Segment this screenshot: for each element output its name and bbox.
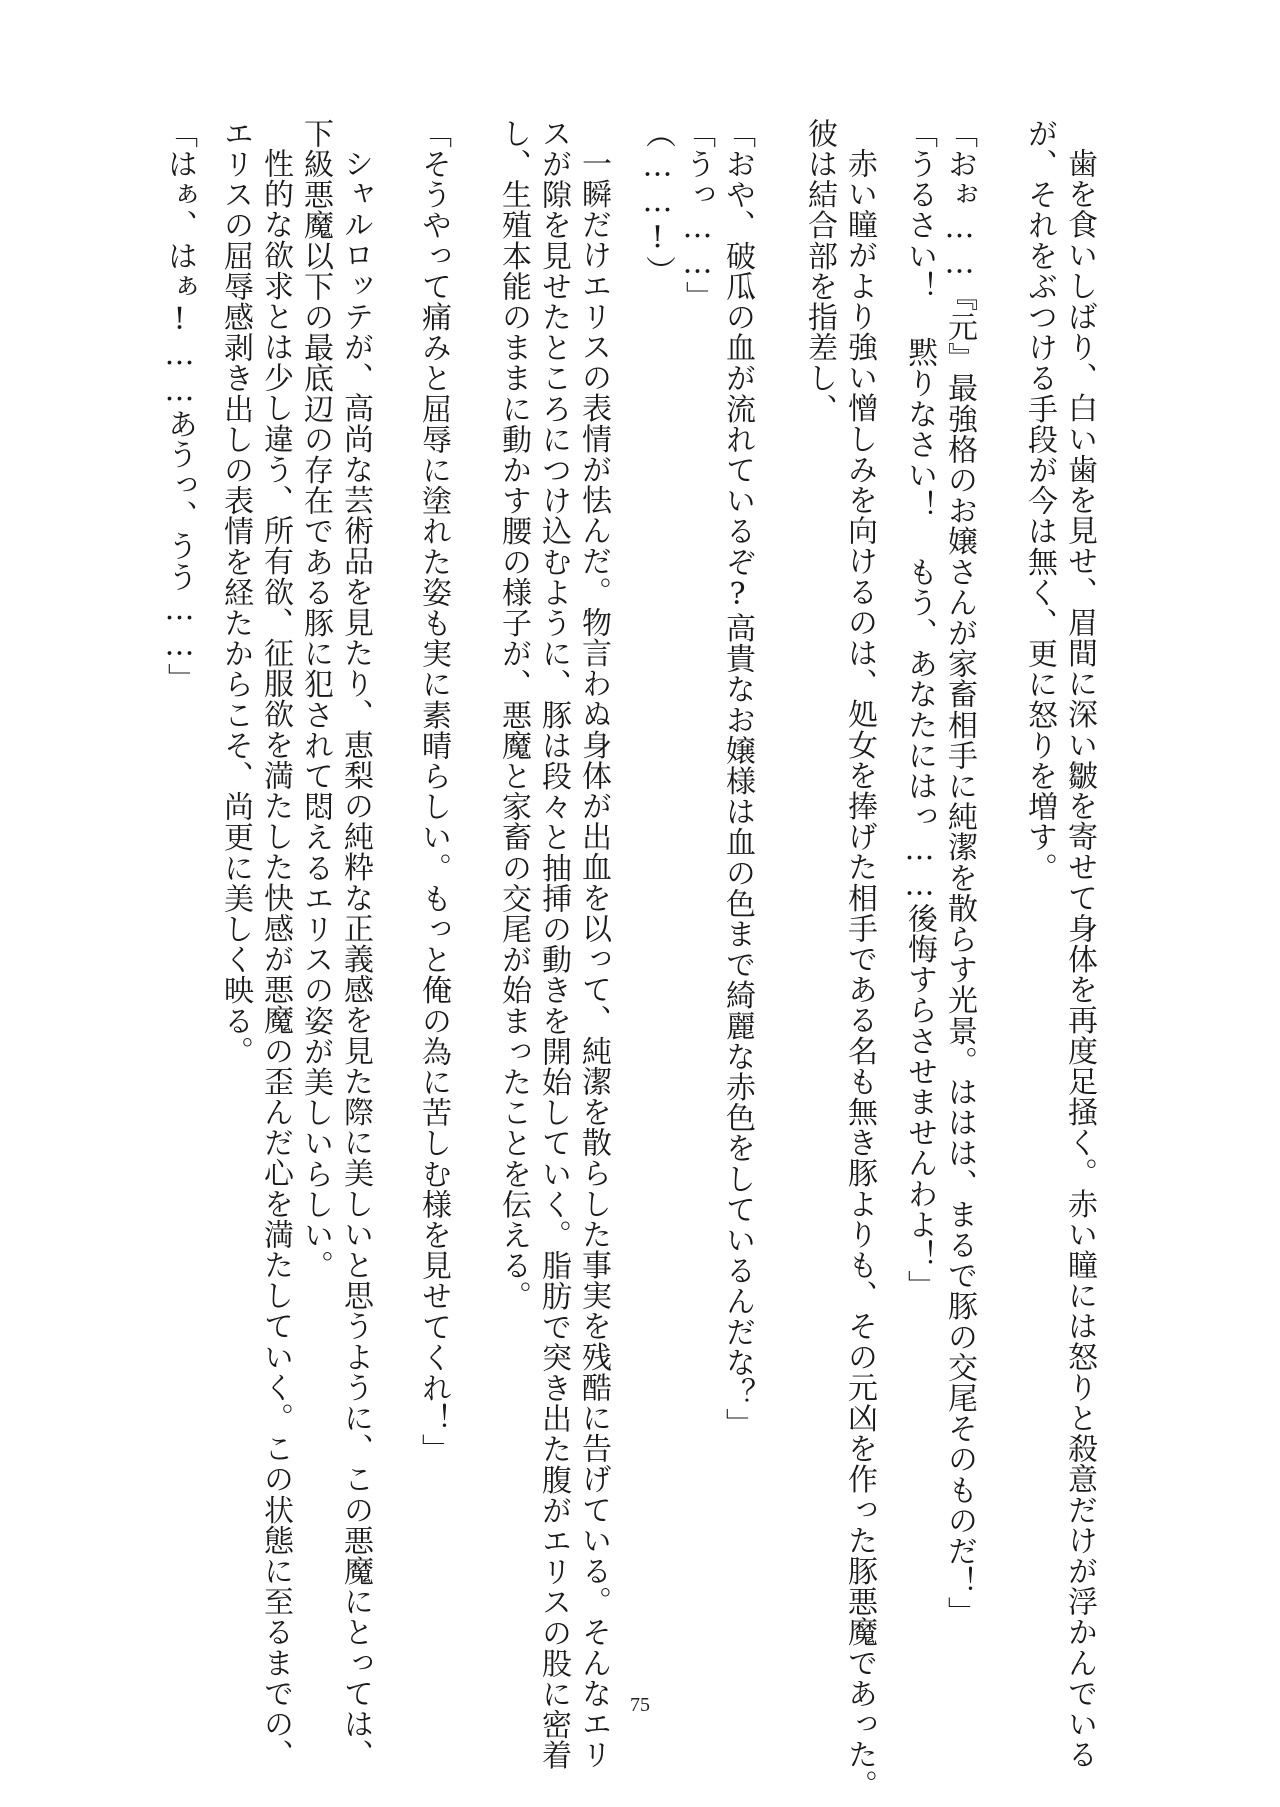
text-line: 下級悪魔以下の最底辺の存在である豚に犯されて悶えるエリスの姿が美しいらしい。 <box>298 118 333 1281</box>
dialogue-line: 「はぁ、はぁ!……あうっ、うう……」 <box>162 118 197 694</box>
text-line: 赤い瞳がより強い憎しみを向けるのは、処女を捧げた相手である名も無き豚よりも、その元凶を作った豚悪魔であった。 <box>842 148 877 1801</box>
text-line: し、生殖本能のままに動かす腰の様子が、悪魔と家畜の交尾が始まったことを伝える。 <box>496 118 531 1312</box>
thought-line: （……!） <box>640 118 675 286</box>
text-line: シャルロッテが、高尚な芸術品を見たり、恵梨の純粋な正義感を見た際に美しいと思うように、この悪魔にとっては、 <box>338 148 373 1770</box>
text-line: 歯を食いしばり、白い歯を見せ、眉間に深い皺を寄せて身体を再度足掻く。赤い瞳には怒りと殺意だけが浮かんでいる <box>1062 148 1097 1770</box>
text-line: が、それをぶつける手段が今は無く、更に怒りを増す。 <box>1022 118 1057 883</box>
text-line: 性的な欲求とは少し違う、所有欲、征服欲を満たした快感が悪魔の歪んだ心を満たしていく。この状態に至るまでの、 <box>258 148 293 1770</box>
dialogue-line: 「そうやって痛みと屈辱に塗れた姿も実に素晴らしい。もっと俺の為に苦しむ様を見せてくれ！」 <box>416 118 451 1465</box>
dialogue-line: 「うるさい！ 黙りなさい！ もう、あなたにはっ……後悔すらさせませんわよ！」 <box>902 118 937 1301</box>
text-line: スが隙を見せたところにつけ込むように、豚は段々と抽挿の動きを開始していく。脂肪で突き出た腹がエリスの股に密着 <box>536 118 571 1771</box>
text-line: 一瞬だけエリスの表情が怯んだ。物言わぬ身体が出血を以って、純潔を散らした事実を残酷に告げている。そんなエリ <box>576 148 611 1770</box>
page-number: 75 <box>630 1694 650 1716</box>
dialogue-line: 「うっ……」 <box>680 118 715 312</box>
dialogue-line: 「おぉ……『元』最強格のお嬢さんが家畜相手に純潔を散らす光景。ははは、まるで豚の交尾そのものだ！」 <box>942 118 977 1628</box>
text-line: エリスの屈辱感剥き出しの表情を経たからこそ、尚更に美しく映る。 <box>218 118 253 1067</box>
dialogue-line: 「おや、破瓜の血が流れているぞ?高貴なお嬢様は血の色まで綺麗な赤色をしているんだな？」 <box>720 118 755 1439</box>
text-line: 彼は結合部を指差し、 <box>802 118 837 424</box>
